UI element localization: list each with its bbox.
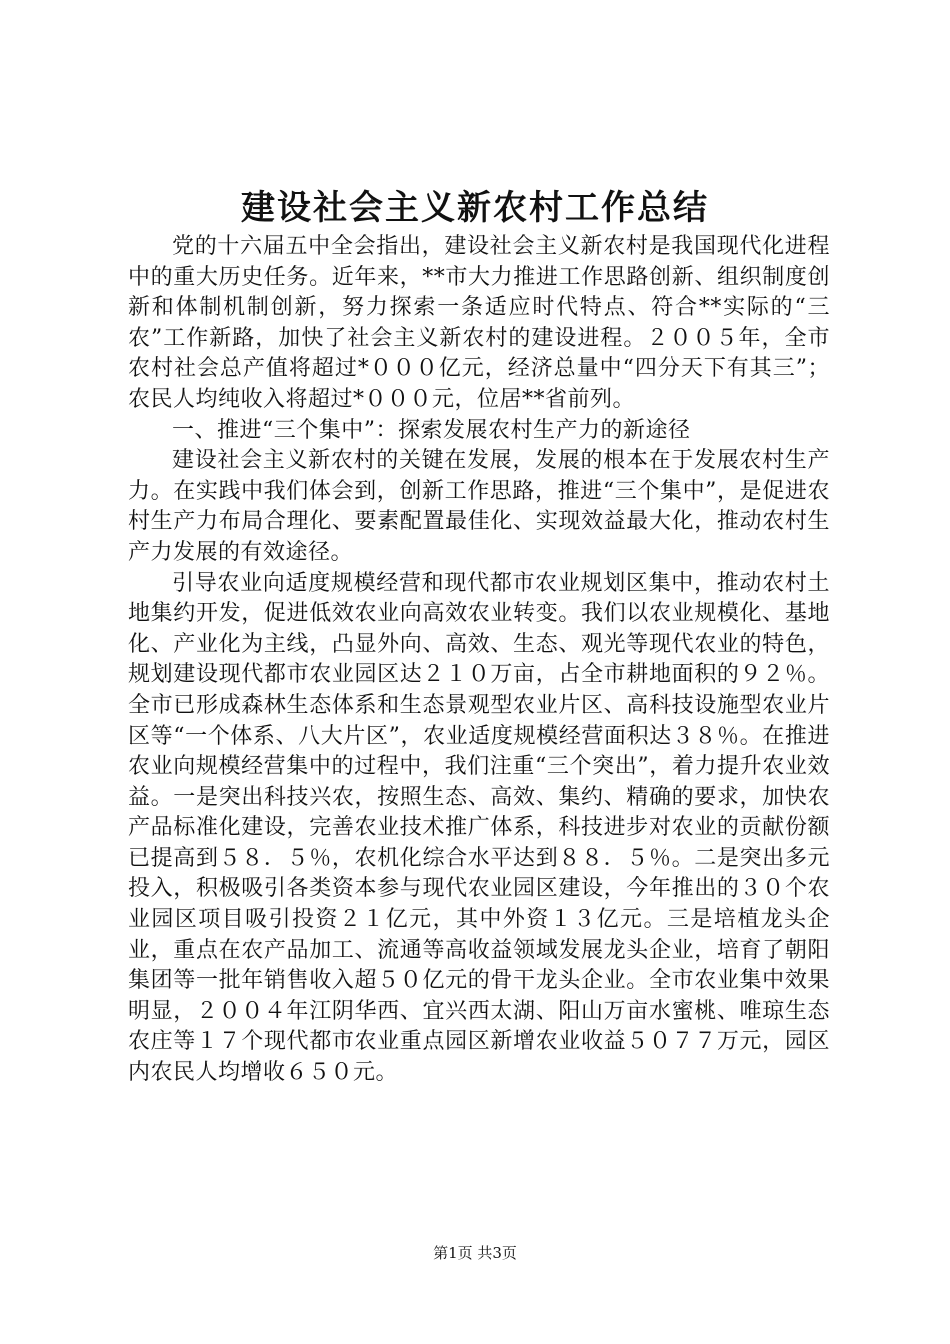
paragraph-agriculture: 引导农业向适度规模经营和现代都市农业规划区集中，推动农村土地集约开发，促进低效农业向高效农业转变。我们以农业规模化、基地化、产业化为主线，凸显外向、高效、生态、观光等现代农业的特色，规划建设现代都市农业园区达２１０万亩，占全市耕地面积的９２％。全市已形成森林生态体系和生态景观型农业片区、高科技设施型农业片区等“一个体系、八大片区”，农业适度规模经营面积达３８％。在推进农业向规模经营集中的过程中，我们注重“三个突出”，着力提升农业效益。一是突出科技兴农，按照生态、高效、集约、精确的要求，加快农产品标准化建设，完善农业技术推广体系，科技进步对农业的贡献份额已提高到５８．５％，农机化综合水平达到８８．５％。二是突出多元投入，积极吸引各类资本参与现代农业园区建设，今年推出的３０个农业园区项目吸引投资２１亿元，其中外资１３亿元。三是培植龙头企业，重点在农产品加工、流通等高收益领域发展龙头企业，培育了朝阳集团等一批年销售收入超５０亿元的骨干龙头企业。全市农业集中效果明显，２００４年江阴华西、宜兴西太湖、阳山万亩水蜜桃、唯琼生态农庄等１７个现代都市农业重点园区新增农业收益５０７７万元，园区内农民人均增收６５０元。 <box>128 570 830 1086</box>
paragraph-intro: 党的十六届五中全会指出，建设社会主义新农村是我国现代化进程中的重大历史任务。近年来，**市大力推进工作思路创新、组织制度创新和体制机制创新，努力探索一条适应时代特点、符合**实际的“三农”工作新路，加快了社会主义新农村的建设进程。２００５年，全市农村社会总产值将超过*０００亿元，经济总量中“四分天下有其三”；农民人均纯收入将超过*０００元，位居**省前列。 <box>128 234 830 412</box>
page-number-footer: 第1页 共3页 <box>433 1244 517 1262</box>
paragraph-development: 建设社会主义新农村的关键在发展，发展的根本在于发展农村生产力。在实践中我们体会到，创新工作思路，推进“三个集中”，是促进农村生产力布局合理化、要素配置最佳化、实现效益最大化，推动农村生产力发展的有效途径。 <box>128 448 830 565</box>
document-body <box>128 232 830 1089</box>
section-heading: 一、推进“三个集中”：探索发展农村生产力的新途径 <box>172 417 691 443</box>
document-title: 建设社会主义新农村工作总结 <box>241 188 709 228</box>
